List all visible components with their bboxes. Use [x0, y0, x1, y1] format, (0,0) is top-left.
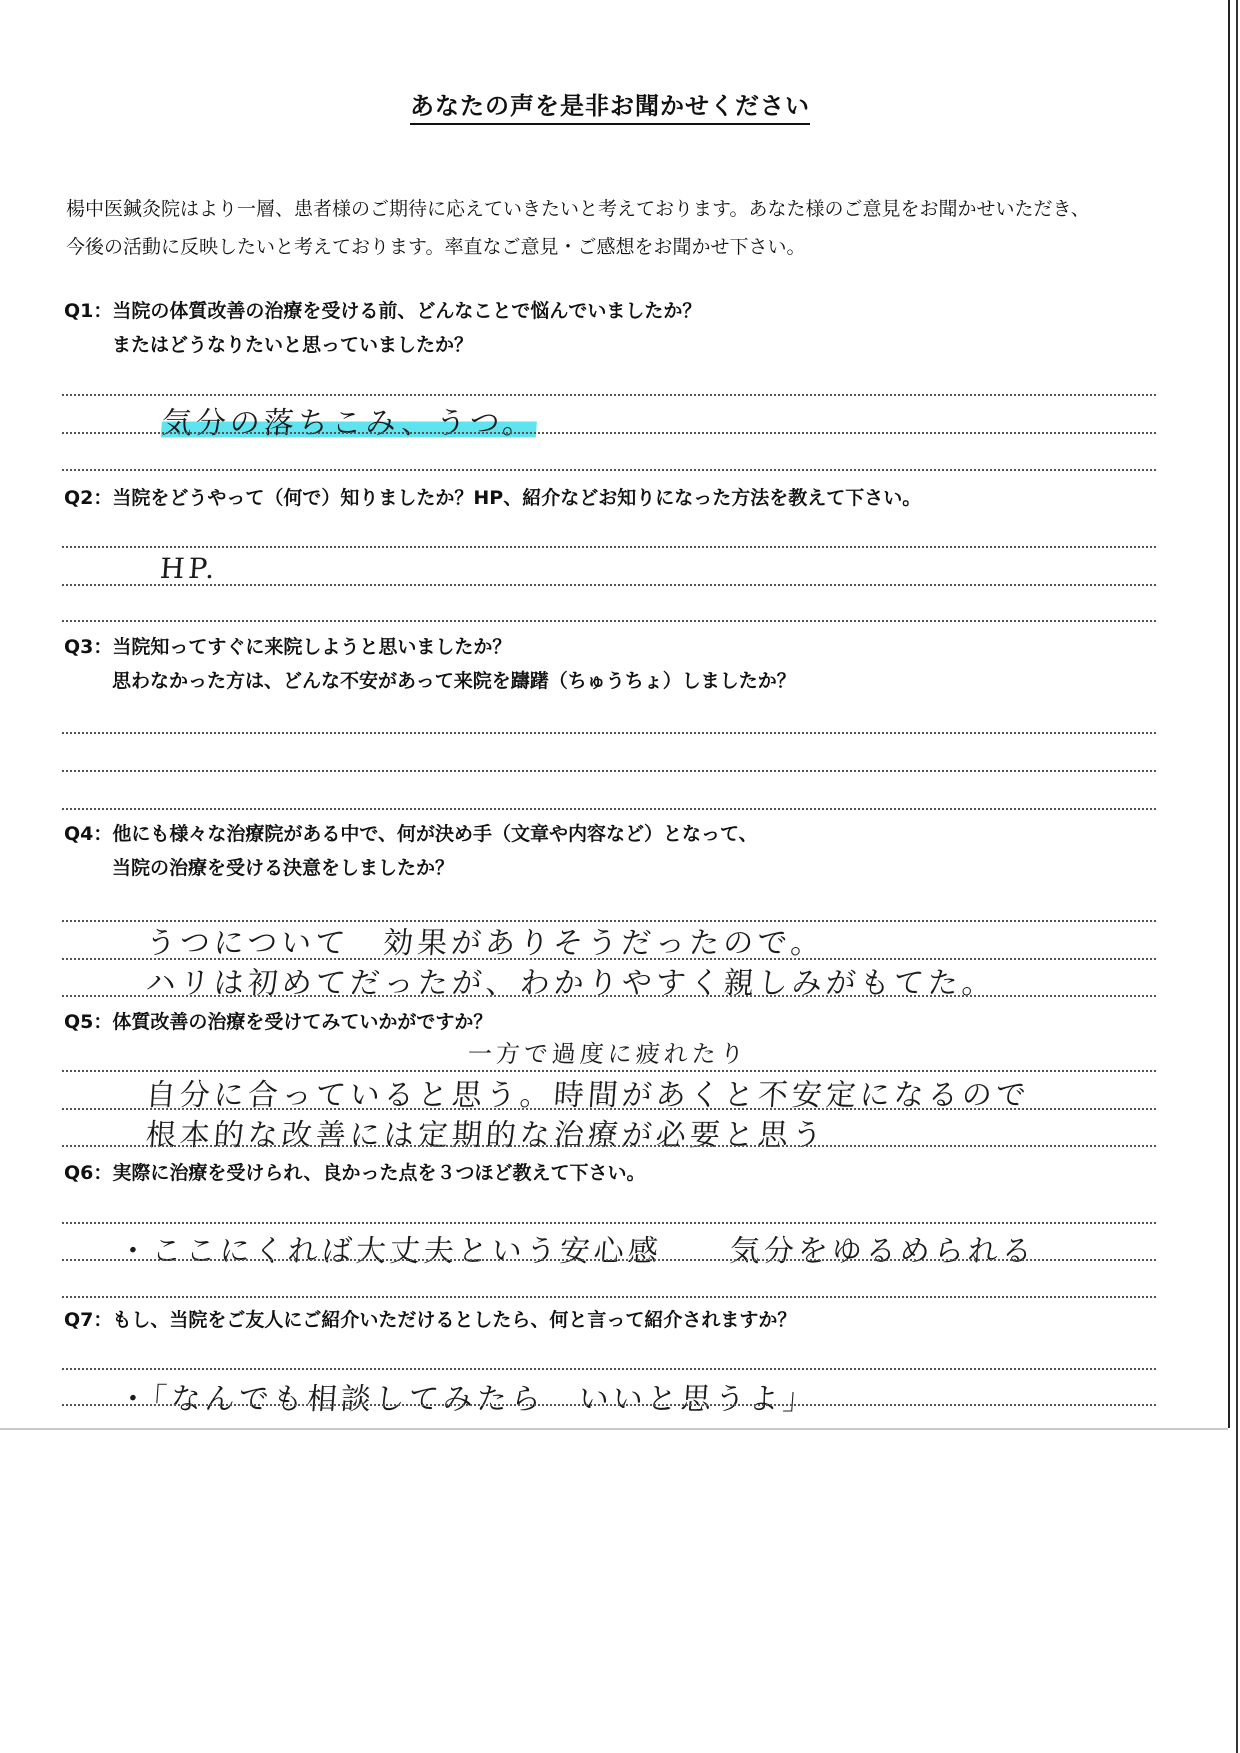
answer-5-line-1: 一方で過度に疲れたり	[466, 1040, 749, 1068]
answer-line	[62, 1368, 1156, 1370]
question-1-line-2: またはどうなりたいと思っていましたか？	[112, 334, 474, 356]
question-6-line-1: Q6：実際に治療を受けられ、良かった点を３つほど教えて下さい。	[64, 1162, 646, 1184]
question-1-line-1: Q1：当院の体質改善の治療を受ける前、どんなことで悩んでいましたか？	[64, 300, 702, 322]
answer-line	[62, 770, 1156, 772]
page-title: あなたの声を是非お聞かせください	[0, 86, 1220, 121]
answer-line	[62, 995, 1156, 997]
answer-line	[62, 808, 1156, 810]
answer-line	[62, 958, 1156, 960]
answer-line	[62, 1070, 1156, 1072]
question-3-line-2: 思わなかった方は、どんな不安があって来院を躊躇（ちゅうちょ）しましたか？	[112, 670, 796, 692]
sheet-bottom-edge	[0, 1428, 1228, 1430]
question-4-line-1: Q4：他にも様々な治療院がある中で、何が決め手（文章や内容など）となって、	[64, 823, 758, 845]
answer-line	[62, 1108, 1156, 1110]
question-2-line-1: Q2：当院をどうやって（何で）知りましたか？HP、紹介などお知りになった方法を教えて下さい。	[64, 487, 922, 509]
answer-7-line-1: ・「なんでも相談してみたら いいと思うよ」	[116, 1382, 818, 1417]
question-7-line-1: Q7：もし、当院をご友人にご紹介いただけるとしたら、何と言って紹介されますか？	[64, 1309, 797, 1331]
answer-4-line-1: うつについて 効果がありそうだったので。	[144, 926, 826, 961]
answer-line	[62, 1259, 1156, 1261]
question-7	[64, 1303, 796, 1337]
intro-line-2: 今後の活動に反映したいと考えております。率直なご意見・ご感想をお聞かせ下さい。	[66, 236, 806, 258]
question-1	[64, 294, 701, 362]
answer-line	[62, 432, 1156, 434]
answer-line	[62, 1296, 1156, 1298]
answer-line	[62, 469, 1156, 471]
question-5	[64, 1005, 492, 1039]
answer-6-line-1: ・ここにくれば大丈夫という安心感 気分をゆるめられる	[116, 1234, 1037, 1269]
scan-edge-line	[1236, 0, 1238, 1753]
answer-5-line-2: 自分に合っていると思う。時間があくと不安定になるので	[144, 1078, 1031, 1113]
question-5-line-1: Q5：体質改善の治療を受けてみていかがですか？	[64, 1011, 493, 1033]
answer-line	[62, 620, 1156, 622]
intro-line-1: 楊中医鍼灸院はより一層、患者様のご期待に応えていきたいと考えております。あなた様のご意見をお聞かせいただき、	[66, 198, 1090, 220]
answer-1-line-1: 気分の落ちこみ、うつ。	[160, 406, 538, 441]
question-2	[64, 481, 921, 515]
question-3	[64, 630, 796, 698]
answer-line	[62, 1404, 1156, 1406]
answer-2-line-1: HP.	[158, 552, 220, 585]
answer-5-line-3: 根本的な改善には定期的な治療が必要と思う	[144, 1118, 827, 1153]
answer-line	[62, 1222, 1156, 1224]
question-6	[64, 1156, 646, 1190]
question-4	[64, 817, 758, 885]
answer-4-line-2: ハリは初めてだったが、わかりやすく親しみがもてた。	[144, 966, 997, 1001]
answer-line	[62, 584, 1156, 586]
question-3-line-1: Q3：当院知ってすぐに来院しようと思いましたか？	[64, 636, 512, 658]
answer-line	[62, 546, 1156, 548]
answer-line	[62, 1145, 1156, 1147]
answer-line	[62, 732, 1156, 734]
question-4-line-2: 当院の治療を受ける決意をしましたか？	[112, 857, 455, 879]
intro-text	[66, 190, 1186, 266]
answer-line	[62, 920, 1156, 922]
answer-line	[62, 394, 1156, 396]
